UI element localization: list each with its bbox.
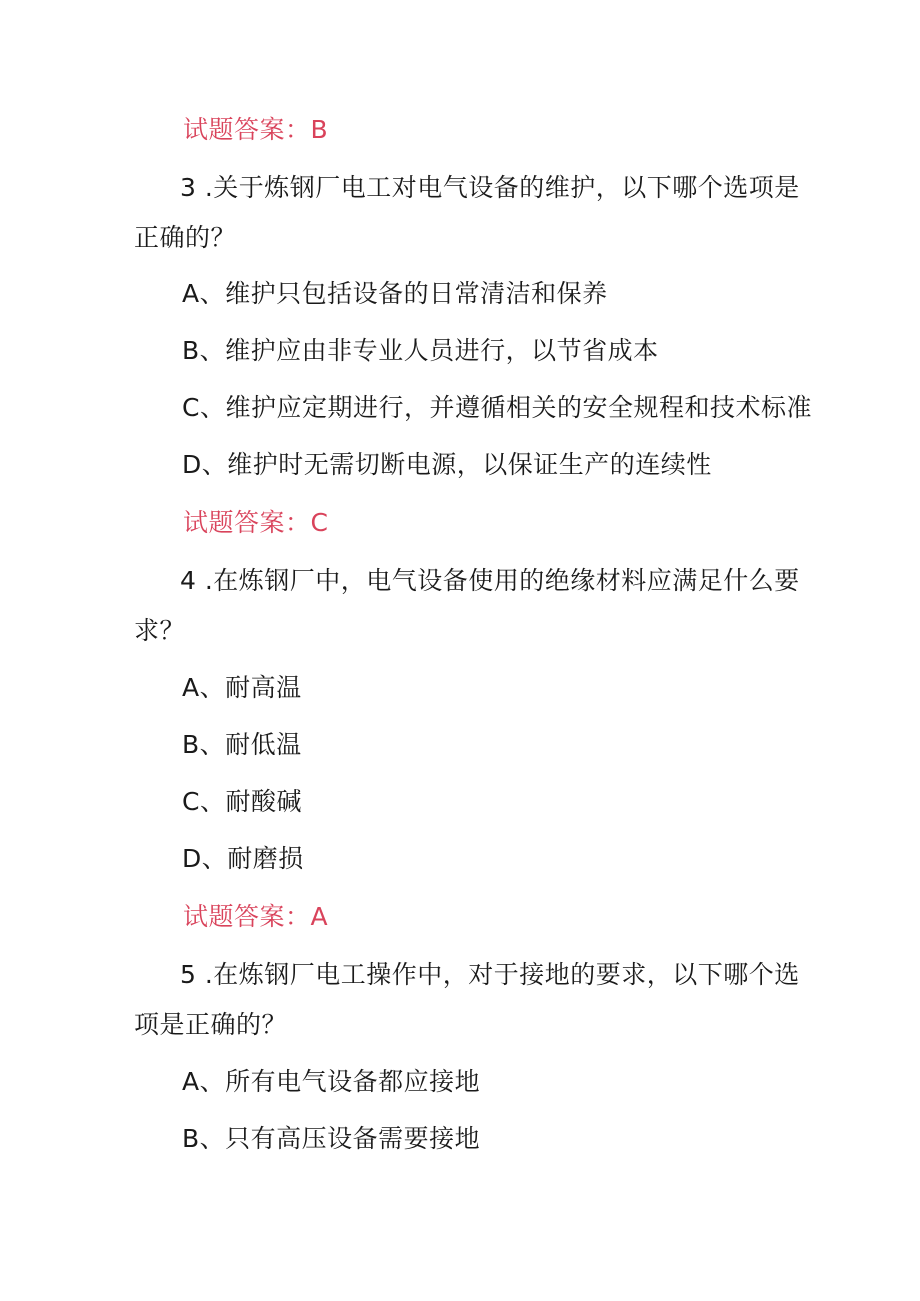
question-4-option-b: B、耐低温 [182,730,302,759]
question-3-answer: 试题答案：C [183,508,329,537]
question-3-text: 3 .关于炼钢厂电工对电气设备的维护，以下哪个选项是 [180,173,800,202]
question-4-option-d: D、耐磨损 [182,844,304,873]
question-3-option-a: A、维护只包括设备的日常清洁和保养 [182,279,608,308]
question-4-option-c: C、耐酸碱 [182,787,302,816]
question-5-text-continued: 项是正确的？ [134,1010,288,1039]
question-3-option-c: C、维护应定期进行，并遵循相关的安全规程和技术标准 [182,393,812,422]
question-3-option-d: D、维护时无需切断电源，以保证生产的连续性 [182,450,712,479]
question-3-text-continued: 正确的？ [134,223,237,252]
question-4-answer: 试题答案：A [183,902,329,931]
question-4-text: 4 .在炼钢厂中，电气设备使用的绝缘材料应满足什么要 [180,566,800,595]
question-5-option-b: B、只有高压设备需要接地 [182,1124,481,1153]
question-4-option-a: A、耐高温 [182,673,302,702]
question-4-text-continued: 求？ [134,616,186,645]
question-5-text: 5 .在炼钢厂电工操作中，对于接地的要求，以下哪个选 [180,960,800,989]
answer-previous: 试题答案：B [183,115,329,144]
question-3-option-b: B、维护应由非专业人员进行，以节省成本 [182,336,659,365]
question-5-option-a: A、所有电气设备都应接地 [182,1067,481,1096]
